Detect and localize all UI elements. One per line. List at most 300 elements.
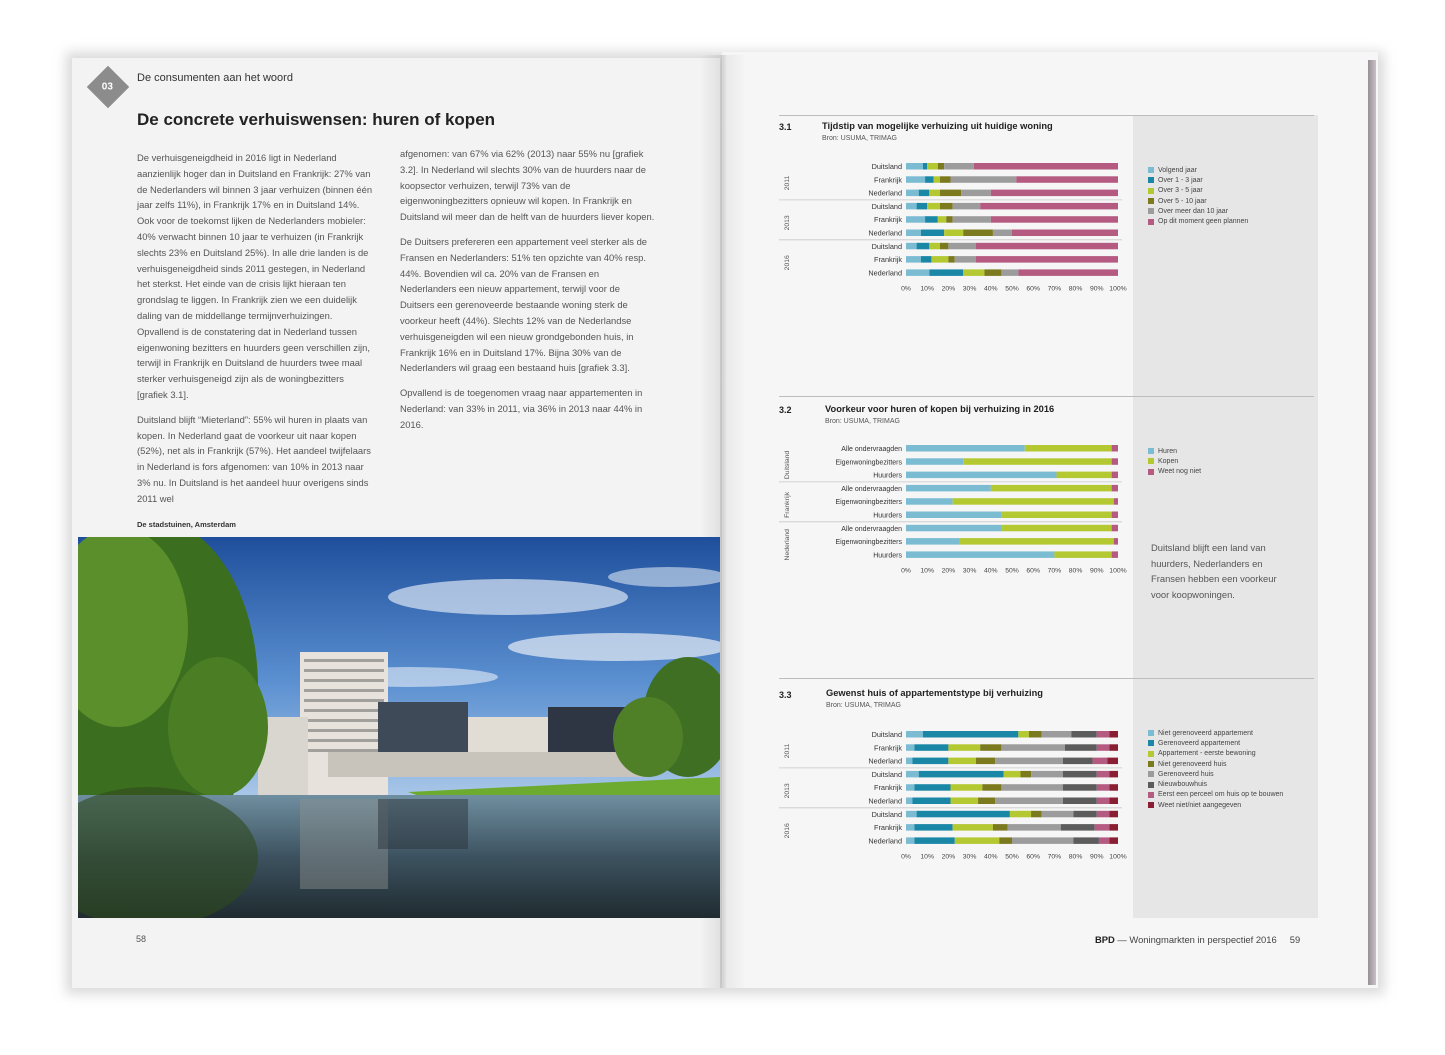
bar-segment bbox=[1110, 731, 1118, 738]
bar-segment bbox=[906, 798, 912, 805]
category-label: Frankrijk bbox=[874, 743, 902, 753]
x-tick-label: 30% bbox=[962, 853, 977, 861]
x-tick-label: 20% bbox=[941, 567, 956, 575]
bar-segment bbox=[923, 731, 1018, 738]
bar-segment bbox=[914, 784, 950, 791]
bar-segment bbox=[1065, 744, 1097, 751]
bar-segment bbox=[906, 498, 953, 505]
bar-segment bbox=[1112, 551, 1118, 558]
bar-segment bbox=[917, 203, 928, 210]
bar-segment bbox=[1001, 525, 1111, 532]
bar-segment bbox=[951, 798, 979, 805]
chart-title: Tijdstip van mogelijke verhuizing uit huidige woning bbox=[822, 121, 1053, 131]
bar-segment bbox=[1112, 472, 1118, 479]
x-tick-label: 50% bbox=[1005, 285, 1019, 293]
bar-segment bbox=[912, 758, 948, 765]
bar-segment bbox=[906, 216, 925, 223]
bar-segment bbox=[1093, 758, 1108, 765]
category-label: Frankrijk bbox=[874, 783, 902, 793]
group-label: 2013 bbox=[784, 215, 791, 231]
legend-item bbox=[1148, 749, 1283, 759]
bar-segment bbox=[948, 744, 980, 751]
bar-segment bbox=[1004, 771, 1021, 778]
text-column-2 bbox=[400, 146, 655, 442]
bar-segment bbox=[978, 798, 995, 805]
bar-segment bbox=[925, 216, 938, 223]
legend-label: Gerenoveerd appartement bbox=[1158, 739, 1241, 747]
legend-label: Over meer dan 10 jaar bbox=[1158, 207, 1229, 215]
bar-segment bbox=[1031, 771, 1063, 778]
legend-swatch bbox=[1148, 782, 1154, 788]
bar-segment bbox=[906, 472, 1057, 479]
bar-segment bbox=[1097, 731, 1110, 738]
chart-number: 3.1 bbox=[779, 122, 792, 132]
bar-segment bbox=[1073, 811, 1096, 818]
chart-title: Voorkeur voor huren of kopen bij verhuizing in 2016 bbox=[825, 404, 1055, 414]
bar-segment bbox=[925, 176, 933, 183]
bar-segment bbox=[995, 798, 1063, 805]
bar-segment bbox=[914, 824, 952, 831]
bar-segment bbox=[1012, 230, 1118, 237]
paragraph: De Duitsers prefereren een appartement veel sterker als de Fransen en Nederlanders: 51% ten opzichte van 40% resp. 44%. Bovendien wil ca. 20% van de Fransen en Nederlanders een nieuw appartement, terwijl voor de Duitsers een gerenoveerde bestaande woning sterk de voorkeur heeft (44%). Slechts 12% van de Nederlandse verhuisgeneigden wil een nieuw grondgebonden huis, in Frankrijk 16% en in Duitsland 17%. Bijna 30% van de Nederlanders wil graag een bestaand huis [grafiek 3.3]. bbox=[400, 235, 648, 374]
group-label: 2011 bbox=[784, 743, 791, 759]
bar-segment bbox=[1095, 824, 1110, 831]
group-label: Duitsland bbox=[784, 450, 791, 480]
bar-segment bbox=[921, 230, 944, 237]
bar-segment bbox=[1012, 837, 1073, 844]
legend-item bbox=[1148, 165, 1248, 175]
chart-number: 3.2 bbox=[779, 405, 792, 415]
legend-label: Nieuwbouwhuis bbox=[1158, 781, 1208, 789]
bar-segment bbox=[1073, 837, 1098, 844]
bar-segment bbox=[1097, 744, 1110, 751]
legend-swatch bbox=[1148, 177, 1154, 183]
bar-segment bbox=[1063, 798, 1097, 805]
bar-segment bbox=[1001, 744, 1065, 751]
legend-swatch bbox=[1148, 448, 1154, 454]
legend-item bbox=[1148, 456, 1201, 466]
legend-item bbox=[1148, 206, 1248, 216]
category-label: Alle ondervraagden bbox=[841, 485, 902, 493]
bar-segment bbox=[1057, 472, 1112, 479]
bar-segment bbox=[976, 758, 995, 765]
bar-segment bbox=[953, 203, 981, 210]
bar-segment bbox=[980, 744, 1001, 751]
bar-segment bbox=[991, 216, 1118, 223]
bar-segment bbox=[991, 190, 1118, 197]
legend-item bbox=[1148, 779, 1283, 789]
x-tick-label: 60% bbox=[1026, 853, 1041, 861]
x-tick-label: 20% bbox=[941, 285, 956, 293]
bar-segment bbox=[1112, 512, 1118, 519]
legend-item bbox=[1148, 175, 1248, 185]
bar-segment bbox=[1063, 758, 1093, 765]
bar-segment bbox=[906, 512, 1001, 519]
chart-3-3 bbox=[775, 723, 1130, 873]
category-label: Frankrijk bbox=[874, 215, 902, 225]
photo-stadstuinen bbox=[78, 537, 720, 918]
bar-segment bbox=[1001, 784, 1062, 791]
x-tick-label: 60% bbox=[1026, 567, 1041, 575]
bar-segment bbox=[1097, 771, 1110, 778]
category-label: Frankrijk bbox=[874, 823, 902, 833]
bar-segment bbox=[955, 256, 976, 263]
legend-item bbox=[1148, 186, 1248, 196]
category-label: Nederland bbox=[868, 228, 902, 238]
bar-segment bbox=[914, 744, 948, 751]
bar-segment bbox=[1001, 512, 1111, 519]
bar-segment bbox=[906, 203, 917, 210]
chart-legend bbox=[1148, 165, 1248, 227]
bar-segment bbox=[991, 485, 1112, 492]
bar-segment bbox=[948, 243, 976, 250]
bar-segment bbox=[963, 269, 984, 276]
bar-segment bbox=[1071, 731, 1096, 738]
legend-swatch bbox=[1148, 740, 1154, 746]
paragraph: Opvallend is de toegenomen vraag naar appartementen in Nederland: van 33% in 2011, via 36% in 2013 naar 44% in 2016. bbox=[400, 387, 643, 430]
bar-segment bbox=[906, 731, 923, 738]
category-label: Alle ondervraagden bbox=[841, 525, 902, 533]
bar-segment bbox=[1107, 758, 1118, 765]
bar-segment bbox=[948, 256, 954, 263]
group-label: 2016 bbox=[784, 255, 791, 271]
legend-label: Volgend jaar bbox=[1158, 166, 1197, 174]
x-tick-label: 100% bbox=[1109, 285, 1127, 293]
bar-segment bbox=[1110, 811, 1118, 818]
bar-segment bbox=[980, 203, 1118, 210]
bar-segment bbox=[940, 190, 961, 197]
bar-segment bbox=[929, 190, 940, 197]
bar-segment bbox=[906, 811, 917, 818]
chart-source: Bron: USUMA, TRIMAG bbox=[822, 135, 897, 142]
bar-segment bbox=[906, 824, 914, 831]
bar-segment bbox=[1018, 269, 1118, 276]
category-label: Huurders bbox=[873, 512, 902, 520]
bar-segment bbox=[953, 216, 991, 223]
chart-divider bbox=[779, 115, 1314, 116]
bar-segment bbox=[906, 458, 963, 465]
legend-swatch bbox=[1148, 198, 1154, 204]
page-number-left: 58 bbox=[136, 934, 147, 944]
category-label: Eigenwoningbezitters bbox=[835, 539, 902, 547]
x-tick-label: 40% bbox=[983, 853, 998, 861]
bar-segment bbox=[906, 256, 921, 263]
x-tick-label: 10% bbox=[920, 285, 935, 293]
bar-segment bbox=[938, 163, 944, 170]
bar-segment bbox=[934, 176, 940, 183]
legend-label: Gerenoveerd huis bbox=[1158, 770, 1214, 778]
category-label: Duitsland bbox=[871, 201, 902, 211]
bar-segment bbox=[1001, 269, 1018, 276]
x-tick-label: 20% bbox=[941, 853, 956, 861]
bar-segment bbox=[927, 163, 938, 170]
photo-caption: De stadstuinen, Amsterdam bbox=[137, 520, 236, 529]
bar-segment bbox=[955, 837, 1000, 844]
x-tick-label: 0% bbox=[901, 853, 911, 861]
x-tick-label: 100% bbox=[1109, 853, 1127, 861]
bar-segment bbox=[1018, 731, 1029, 738]
legend-label: Eerst een perceel om huis op te bouwen bbox=[1158, 791, 1284, 799]
bar-segment bbox=[1110, 771, 1118, 778]
legend-swatch bbox=[1148, 771, 1154, 777]
legend-swatch bbox=[1148, 469, 1154, 475]
bar-segment bbox=[1063, 771, 1097, 778]
legend-label: Appartement - eerste bewoning bbox=[1158, 750, 1256, 758]
bar-segment bbox=[1029, 731, 1042, 738]
bar-segment bbox=[1025, 445, 1112, 452]
legend-item bbox=[1148, 446, 1201, 456]
chapter-title: De consumenten aan het woord bbox=[137, 72, 293, 84]
bar-segment bbox=[1042, 731, 1072, 738]
legend-item bbox=[1148, 467, 1201, 477]
bar-segment bbox=[948, 758, 976, 765]
bar-segment bbox=[1099, 837, 1110, 844]
chart-legend bbox=[1148, 728, 1283, 810]
bar-segment bbox=[919, 190, 930, 197]
legend-swatch bbox=[1148, 208, 1154, 214]
legend-swatch bbox=[1148, 802, 1154, 808]
bar-segment bbox=[995, 758, 1063, 765]
x-tick-label: 50% bbox=[1005, 567, 1019, 575]
footer bbox=[1095, 934, 1300, 945]
bar-segment bbox=[1114, 538, 1118, 545]
legend-item bbox=[1148, 738, 1283, 748]
bar-segment bbox=[951, 784, 983, 791]
bar-segment bbox=[1054, 551, 1111, 558]
legend-swatch bbox=[1148, 219, 1154, 225]
chart-source: Bron: USUMA, TRIMAG bbox=[825, 418, 900, 425]
bar-segment bbox=[917, 243, 930, 250]
bar-segment bbox=[959, 538, 1114, 545]
category-label: Duitsland bbox=[871, 769, 902, 779]
legend-item bbox=[1148, 759, 1283, 769]
bar-segment bbox=[984, 269, 1001, 276]
group-label: 2011 bbox=[784, 175, 791, 191]
legend-label: Weet nog niet bbox=[1158, 468, 1202, 476]
bar-segment bbox=[999, 837, 1012, 844]
bar-segment bbox=[1114, 498, 1118, 505]
bar-segment bbox=[940, 176, 951, 183]
bar-segment bbox=[976, 243, 1118, 250]
bar-segment bbox=[1110, 824, 1118, 831]
category-label: Nederland bbox=[868, 756, 902, 766]
bar-segment bbox=[1097, 798, 1110, 805]
bar-segment bbox=[1097, 784, 1110, 791]
chart-3-1 bbox=[775, 155, 1130, 305]
legend-swatch bbox=[1148, 792, 1154, 798]
chart-number: 3.3 bbox=[779, 690, 792, 700]
bar-segment bbox=[1097, 811, 1110, 818]
x-tick-label: 40% bbox=[983, 285, 998, 293]
bar-segment bbox=[993, 824, 1008, 831]
legend-item bbox=[1148, 196, 1248, 206]
bar-segment bbox=[1016, 176, 1118, 183]
x-tick-label: 30% bbox=[962, 567, 977, 575]
chart-legend bbox=[1148, 446, 1201, 477]
x-tick-label: 80% bbox=[1068, 853, 1083, 861]
bar-segment bbox=[906, 163, 923, 170]
bar-segment bbox=[906, 525, 1001, 532]
bar-segment bbox=[906, 190, 919, 197]
side-note: Duitsland blijft een land van huurders, Nederlanders en Fransen hebben een voorkeur voor koopwoningen. bbox=[1151, 542, 1277, 600]
legend-swatch bbox=[1148, 167, 1154, 173]
bar-segment bbox=[1010, 811, 1031, 818]
x-tick-label: 30% bbox=[962, 285, 977, 293]
bar-segment bbox=[1042, 811, 1074, 818]
bar-segment bbox=[976, 256, 1118, 263]
paragraph: De verhuisgeneigdheid in 2016 ligt in Nederland aanzienlijk hoger dan in Duitsland en Frankrijk: 27% van de Nederlanders wil binnen 3 jaar verhuizen (binnen één jaar zelfs 11%), in Frankrijk 17% en in Duitsland 14%. Ook voor de toekomst lijken de Nederlanders mobieler: 40% verwacht binnen 10 jaar te verhuizen (in Frankrijk slechts 23% en Duitsland 25%). In alle drie landen is de verhuisgeneigdheid sinds 2011 gestegen, in Nederland het sterkst. Het einde van de crisis lijkt hieraan ten grondslag te liggen. In Frankrijk zien we een duidelijk daling van de middellange termijnverhuizingen. Opvallend is de constatering dat in Nederland tussen eigenwoning bezitters en huurders geen verschillen zijn, terwijl in Frankrijk en Duitsland de huurders twee maal sterker verhuisgeneigd zijn als de woningbezitters [grafiek 3.1]. bbox=[137, 152, 373, 400]
category-label: Nederland bbox=[868, 796, 902, 806]
x-tick-label: 90% bbox=[1089, 853, 1104, 861]
bar-segment bbox=[946, 216, 952, 223]
bar-segment bbox=[944, 230, 963, 237]
category-label: Nederland bbox=[868, 188, 902, 198]
bar-segment bbox=[951, 176, 1017, 183]
x-tick-label: 90% bbox=[1089, 567, 1104, 575]
category-label: Huurders bbox=[873, 552, 902, 560]
category-label: Duitsland bbox=[871, 730, 902, 739]
bar-segment bbox=[906, 744, 914, 751]
legend-swatch bbox=[1148, 188, 1154, 194]
bar-segment bbox=[906, 445, 1025, 452]
x-tick-label: 100% bbox=[1109, 567, 1127, 575]
legend-label: Niet gerenoveerd huis bbox=[1158, 760, 1227, 768]
x-tick-label: 50% bbox=[1005, 853, 1019, 861]
page-edge bbox=[1368, 60, 1376, 985]
chapter-number: 03 bbox=[102, 81, 114, 93]
bar-segment bbox=[906, 230, 921, 237]
category-label: Nederland bbox=[868, 268, 902, 278]
x-tick-label: 10% bbox=[920, 567, 935, 575]
page-number-right: 59 bbox=[1289, 934, 1301, 945]
bar-segment bbox=[940, 243, 948, 250]
bar-segment bbox=[906, 784, 914, 791]
bar-segment bbox=[929, 243, 940, 250]
bar-segment bbox=[953, 498, 1114, 505]
legend-item bbox=[1148, 800, 1283, 810]
section-title: De concrete verhuiswensen: huren of kopen bbox=[137, 110, 496, 129]
legend-label: Huren bbox=[1158, 447, 1178, 455]
bar-segment bbox=[938, 216, 946, 223]
category-label: Huurders bbox=[873, 472, 902, 480]
bar-segment bbox=[906, 485, 991, 492]
bar-segment bbox=[906, 538, 959, 545]
footer-brand: BPD bbox=[1095, 934, 1115, 945]
legend-swatch bbox=[1148, 761, 1154, 767]
x-tick-label: 70% bbox=[1047, 285, 1062, 293]
bar-segment bbox=[1110, 837, 1118, 844]
bar-segment bbox=[906, 551, 1054, 558]
legend-item bbox=[1148, 728, 1283, 738]
text-column-1 bbox=[137, 150, 377, 516]
legend-label: Op dit moment geen plannen bbox=[1158, 218, 1249, 226]
x-tick-label: 70% bbox=[1047, 853, 1062, 861]
chart-title: Gewenst huis of appartementstype bij verhuizing bbox=[826, 688, 1043, 698]
bar-segment bbox=[963, 230, 993, 237]
chart-source: Bron: USUMA, TRIMAG bbox=[826, 702, 901, 709]
legend-label: Over 3 - 5 jaar bbox=[1158, 187, 1203, 195]
legend-label: Kopen bbox=[1158, 457, 1179, 465]
category-label: Duitsland bbox=[871, 162, 902, 171]
group-label: 2016 bbox=[784, 823, 791, 839]
x-tick-label: 40% bbox=[983, 567, 998, 575]
bar-segment bbox=[1008, 824, 1061, 831]
chart-divider bbox=[779, 396, 1314, 397]
chart-divider bbox=[779, 678, 1314, 679]
bar-segment bbox=[931, 256, 948, 263]
bar-segment bbox=[906, 176, 925, 183]
legend-item bbox=[1148, 216, 1248, 226]
x-tick-label: 60% bbox=[1026, 285, 1041, 293]
bar-segment bbox=[974, 163, 1118, 170]
bar-segment bbox=[1112, 485, 1118, 492]
bar-segment bbox=[963, 458, 1111, 465]
legend-swatch bbox=[1148, 730, 1154, 736]
bar-segment bbox=[1112, 458, 1118, 465]
x-tick-label: 0% bbox=[901, 285, 911, 293]
bar-segment bbox=[993, 230, 1012, 237]
category-label: Duitsland bbox=[871, 809, 902, 819]
bar-segment bbox=[1110, 784, 1118, 791]
x-tick-label: 70% bbox=[1047, 567, 1062, 575]
photo-illustration bbox=[78, 537, 720, 918]
bar-segment bbox=[953, 824, 993, 831]
bar-segment bbox=[906, 269, 929, 276]
bar-segment bbox=[906, 758, 912, 765]
group-label: Frankrijk bbox=[784, 491, 791, 518]
x-tick-label: 90% bbox=[1089, 285, 1104, 293]
legend-swatch bbox=[1148, 751, 1154, 757]
bar-segment bbox=[1110, 744, 1118, 751]
category-label: Nederland bbox=[868, 836, 902, 846]
bar-segment bbox=[1112, 525, 1118, 532]
bar-segment bbox=[927, 203, 940, 210]
bar-segment bbox=[1061, 824, 1095, 831]
bar-segment bbox=[1020, 771, 1031, 778]
legend-label: Weet niet/niet aangegeven bbox=[1158, 801, 1242, 809]
category-label: Alle ondervraagden bbox=[841, 446, 902, 453]
bar-segment bbox=[1063, 784, 1097, 791]
bar-segment bbox=[919, 771, 1004, 778]
bar-segment bbox=[906, 837, 914, 844]
category-label: Eigenwoningbezitters bbox=[835, 499, 902, 507]
footer-text: — Woningmarkten in perspectief 2016 bbox=[1117, 934, 1277, 945]
chart-3-2 bbox=[775, 437, 1130, 587]
category-label: Frankrijk bbox=[874, 175, 902, 185]
bar-segment bbox=[917, 811, 1010, 818]
legend-label: Niet gerenoveerd appartement bbox=[1158, 729, 1253, 737]
bar-segment bbox=[906, 771, 919, 778]
bar-segment bbox=[912, 798, 950, 805]
group-label: Nederland bbox=[784, 529, 791, 561]
group-label: 2013 bbox=[784, 783, 791, 799]
x-tick-label: 80% bbox=[1068, 285, 1083, 293]
x-tick-label: 80% bbox=[1068, 567, 1083, 575]
legend-label: Over 1 - 3 jaar bbox=[1158, 176, 1203, 184]
x-tick-label: 0% bbox=[901, 567, 911, 575]
category-label: Eigenwoningbezitters bbox=[835, 459, 902, 467]
bar-segment bbox=[982, 784, 1001, 791]
bar-segment bbox=[921, 256, 932, 263]
bar-segment bbox=[1110, 798, 1118, 805]
bar-segment bbox=[929, 269, 963, 276]
bar-segment bbox=[906, 243, 917, 250]
bar-segment bbox=[961, 190, 991, 197]
bar-segment bbox=[923, 163, 927, 170]
bar-segment bbox=[1112, 445, 1118, 452]
bar-segment bbox=[914, 837, 954, 844]
legend-label: Over 5 - 10 jaar bbox=[1158, 197, 1207, 205]
